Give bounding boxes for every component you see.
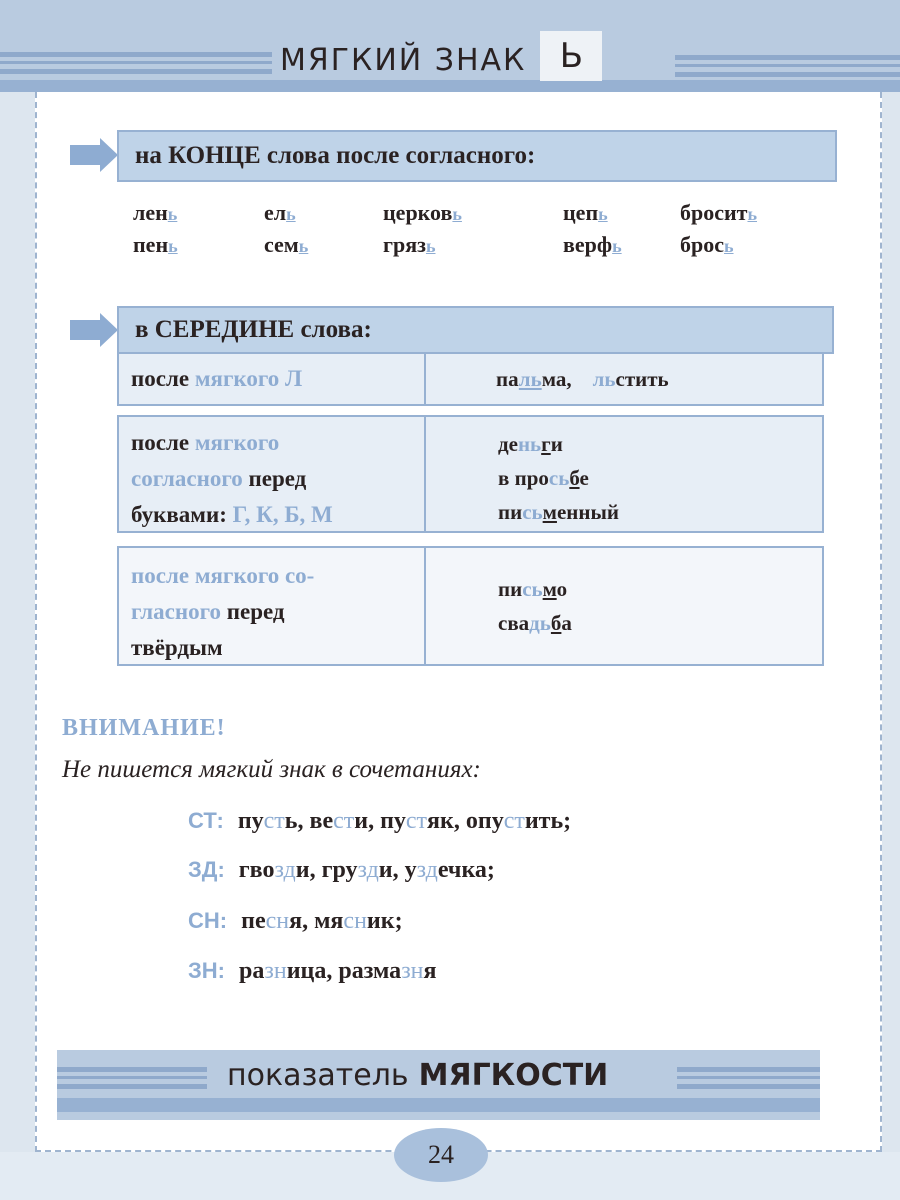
example-word: свадьба <box>498 611 572 635</box>
combination-examples: песня, мясник; <box>241 908 403 934</box>
page-title <box>280 36 602 80</box>
rule-text-blue: мягкого Л <box>194 366 303 391</box>
rule-examples <box>426 548 822 664</box>
rule-text-blue: гласного <box>131 599 227 624</box>
combination-examples: разница, размазня <box>239 958 437 984</box>
section-title: в СЕРЕДИНЕ слова: <box>135 316 372 343</box>
combination-row <box>188 958 437 985</box>
combination-row <box>188 857 495 884</box>
example-word: пальма, <box>496 367 572 391</box>
section-header-middle-of-word <box>117 306 834 354</box>
rule-text <box>119 548 426 664</box>
rule-row-before-hard <box>117 546 824 666</box>
page-title-text: МЯГКИЙ ЗНАК <box>280 42 527 78</box>
rule-text-blue: после мягкого со- <box>131 563 315 588</box>
decorative-stripes-left <box>0 52 272 82</box>
rule-text-dark: после <box>131 366 195 391</box>
decorative-stripes-right <box>677 1067 820 1093</box>
page-number: 24 <box>394 1128 488 1182</box>
footer-title-light: показатель <box>227 1058 409 1093</box>
example-word: бросить <box>680 200 758 225</box>
rule-text <box>119 354 426 404</box>
combination-row <box>188 908 403 935</box>
example-word: церковь <box>383 200 462 225</box>
example-word: деньги <box>498 432 563 456</box>
rule-text-dark: перед <box>248 466 307 491</box>
footer-bar <box>57 1098 820 1112</box>
combination-examples: пусть, вести, пустяк, опустить; <box>237 808 572 834</box>
soft-sign-letter-box: Ь <box>540 31 602 81</box>
footer-title <box>227 1058 608 1093</box>
example-word: льстить <box>592 367 669 391</box>
example-word: в просьбе <box>498 466 589 490</box>
rule-text-dark: буквами: <box>131 502 233 527</box>
combination-label: ЗД: <box>188 857 225 882</box>
example-word: грязь <box>383 232 436 257</box>
rule-text-blue: мягкого <box>194 430 280 455</box>
rule-text <box>119 417 426 531</box>
example-word: письмо <box>498 577 568 601</box>
rule-text-dark: после <box>131 430 195 455</box>
header-bar <box>0 80 900 92</box>
example-word: семь <box>264 232 309 257</box>
rule-examples <box>426 417 822 531</box>
footer-title-bold: МЯГКОСТИ <box>418 1058 609 1093</box>
example-word: цепь <box>563 200 608 225</box>
rule-examples <box>426 354 822 404</box>
rule-text-dark: твёрдым <box>131 635 223 660</box>
combination-examples: гвозди, грузди, уздечка; <box>238 857 495 883</box>
combination-label: СТ: <box>188 808 224 833</box>
example-word: верфь <box>563 232 622 257</box>
example-word: ель <box>264 200 296 225</box>
rule-row-soft-l <box>117 352 824 406</box>
combination-label: ЗН: <box>188 958 225 983</box>
rule-text-dark: перед <box>226 599 285 624</box>
rule-text-blue: согласного <box>131 466 249 491</box>
example-word: письменный <box>498 500 619 524</box>
arrow-right-icon <box>70 138 118 172</box>
example-word: пень <box>133 232 178 257</box>
attention-heading: ВНИМАНИЕ! <box>62 715 226 741</box>
section-title: на КОНЦЕ слова после согласного: <box>135 142 536 169</box>
combination-label: СН: <box>188 908 228 933</box>
rule-row-before-gkbm <box>117 415 824 533</box>
combination-row <box>188 808 571 835</box>
header-band <box>0 0 900 92</box>
section-header-end-of-word <box>117 130 837 182</box>
decorative-stripes-left <box>57 1067 207 1093</box>
example-word: брось <box>680 232 734 257</box>
arrow-right-icon <box>70 313 118 347</box>
footer-banner <box>57 1050 820 1120</box>
rule-text-blue: Г, К, Б, М <box>232 502 333 527</box>
attention-note: Не пишется мягкий знак в сочетаниях: <box>62 756 481 783</box>
example-word: лень <box>133 200 178 225</box>
